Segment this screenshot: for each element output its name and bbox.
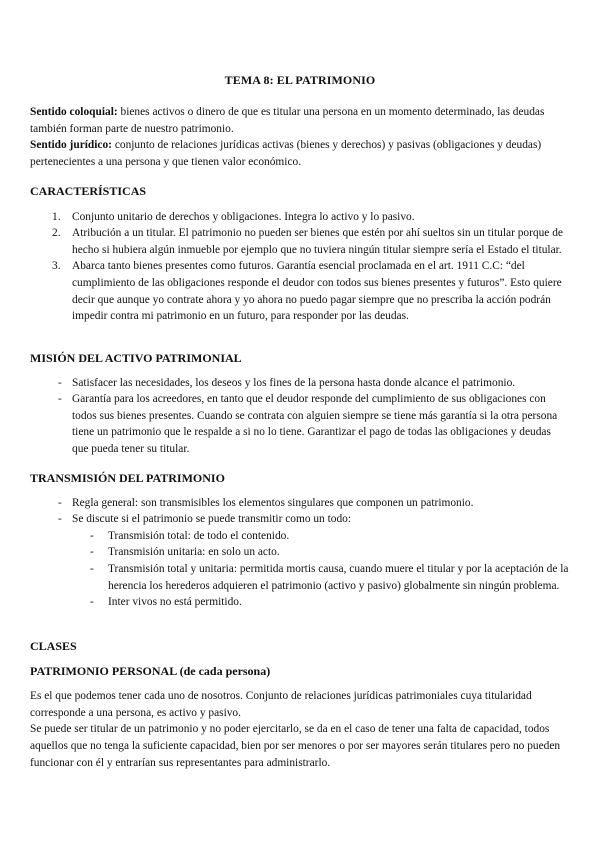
list-item-text: Satisfacer las necesidades, los deseos y los fines de la persona hasta donde alcance el patrimonio. xyxy=(72,376,516,389)
definition-text: conjunto de relaciones jurídicas activas (bienes y derechos) y pasivas (obligaciones y deudas) pertenecientes a una persona y que tienen valor económico. xyxy=(30,139,542,168)
definition-text: bienes activos o dinero de que es titular una persona en un momento determinado, las deudas también forman parte de nuestro patrimonio. xyxy=(30,106,545,135)
sub-list-item xyxy=(72,594,570,611)
section-mision xyxy=(30,350,570,458)
section-heading: CARACTERÍSTICAS xyxy=(30,184,147,198)
page-title: TEMA 8: EL PATRIMONIO xyxy=(224,73,376,87)
sub-list xyxy=(72,528,570,611)
list-item xyxy=(30,375,570,392)
dash-list xyxy=(30,495,570,611)
definition-juridico xyxy=(30,137,570,170)
list-item xyxy=(30,225,570,258)
list-item xyxy=(30,391,570,457)
definitions-block xyxy=(30,104,570,170)
section-subheading: PATRIMONIO PERSONAL (de cada persona) xyxy=(30,663,271,678)
definition-term: Sentido coloquial: xyxy=(30,106,118,118)
list-item-text: Transmisión total: de todo el contenido. xyxy=(108,529,290,542)
list-item xyxy=(30,511,570,611)
section-heading: CLASES xyxy=(30,639,77,653)
sub-list-item xyxy=(72,528,570,545)
dash-list xyxy=(30,375,570,458)
list-marker: 3. xyxy=(52,260,61,273)
list-marker: - xyxy=(90,546,94,559)
list-marker: - xyxy=(58,393,62,406)
definition-coloquial xyxy=(30,104,570,137)
sub-list-item xyxy=(72,561,570,594)
list-item-text: Regla general: son transmisibles los elementos singulares que componen un patrimonio. xyxy=(72,496,474,509)
list-item xyxy=(30,209,570,226)
list-item-text: Garantía para los acreedores, en tanto que el deudor responde del cumplimiento de sus obligaciones con todos sus bienes presentes. Cuando se contrata con alguien siempre se tiene más garantía si la otra persona tiene un patrimonio que le respalde a si no lo tiene. Garantizar el pago de todas las obligaciones y deudas que pueda tener su titular. xyxy=(72,393,558,455)
section-transmision xyxy=(30,470,570,611)
definition-term: Sentido jurídico: xyxy=(30,139,112,152)
list-marker: - xyxy=(58,513,62,526)
list-marker: - xyxy=(90,562,94,575)
list-marker: - xyxy=(58,376,62,389)
section-caracteristicas xyxy=(30,183,570,325)
sub-list-item xyxy=(72,544,570,561)
list-marker: 2. xyxy=(52,227,61,240)
list-item-text: Atribución a un titular. El patrimonio no pueden ser bienes que estén por ahí sueltos sin un titular porque de hecho si hubiera algún inmueble por ejemplo que no tuviera ningún titular siempre sería el Estado el titular. xyxy=(72,227,563,256)
list-item-text: Conjunto unitario de derechos y obligaciones. Integra lo activo y lo pasivo. xyxy=(72,210,415,223)
list-marker: 1. xyxy=(52,210,61,223)
paragraph: Es el que podemos tener cada uno de nosotros. Conjunto de relaciones jurídicas patrimoniales cuya titularidad corresponde a una persona, es activo y pasivo. xyxy=(30,690,532,719)
list-item-text: Se discute si el patrimonio se puede transmitir como un todo: xyxy=(72,513,352,526)
list-marker: - xyxy=(90,529,94,542)
list-item-text: Transmisión unitaria: en solo un acto. xyxy=(108,546,280,559)
section-heading: MISIÓN DEL ACTIVO PATRIMONIAL xyxy=(30,351,242,365)
list-item-text: Transmisión total y unitaria: permitida mortis causa, cuando muere el titular y por la aceptación de la herencia los herederos adquieren el patrimonio (activo y pasivo) globalmente sin ningún problema. xyxy=(108,562,569,592)
list-item-text: Abarca tanto bienes presentes como futuros. Garantía esencial proclamada en el art. 1911 C.C: “del cumplimiento de las obligaciones responde el deudor con todos sus bienes presentes y futuros”. Esto quiere decir que aunque yo contrate ahora y yo ahora no puedo pagar siempre que no prescriba la acción podrán impedir contra mi patrimonio en un futuro, para responder por las deudas. xyxy=(72,260,562,323)
list-marker: - xyxy=(90,596,94,609)
numbered-list xyxy=(30,209,570,325)
list-item xyxy=(30,258,570,324)
list-marker: - xyxy=(58,496,62,509)
list-item xyxy=(30,495,570,512)
section-clases xyxy=(30,638,570,771)
section-heading: TRANSMISIÓN DEL PATRIMONIO xyxy=(30,471,225,485)
list-item-text: Inter vivos no está permitido. xyxy=(108,596,242,609)
paragraph: Se puede ser titular de un patrimonio y no poder ejercitarlo, se da en el caso de tener una falta de capacidad, todos aquellos que no tenga la suficiente capacidad, bien por ser menores o por ser mayores serán titulares pero no pueden funcionar con él y entrarían sus representantes para administrarlo. xyxy=(30,723,561,769)
